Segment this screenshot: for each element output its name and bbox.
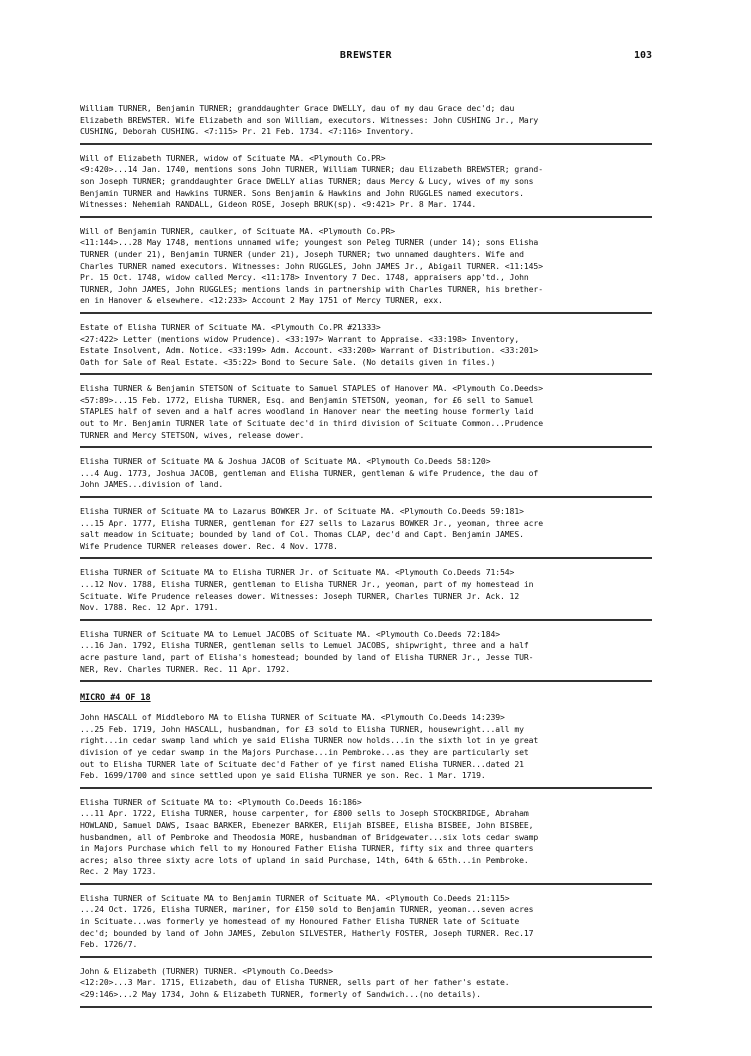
entry-turner-turner-jr-deed: Elisha TURNER of Scituate MA to Elisha TURNER Jr. of Scituate MA. <Plymouth Co.Deeds 71:54> ...12 Nov. 1788, Elisha TURNER, gentleman to Elisha TURNER Jr., yeoman, part of my homestead in Scituate. Wife Prudence releases dower. Witnesses: Joseph TURNER, Charles TURNER Jr. Ack. 12 Nov. 1788. Rec. 12 Apr. 1791. [80, 565, 652, 620]
page-header [80, 50, 652, 66]
entry-john-elizabeth-turner-deeds: John & Elizabeth (TURNER) TURNER. <Plymouth Co.Deeds> <12:20>...3 Mar. 1715, Elizabeth, dau of Elisha TURNER, sells part of her father's estate. <29:146>...2 May 1734, John & Elizabeth TURNER, formerly of Sandwich...(no details). [80, 964, 652, 1008]
running-title: BREWSTER [339, 50, 393, 61]
entry-turner-jacobs-deed: Elisha TURNER of Scituate MA to Lemuel JACOBS of Scituate MA. <Plymouth Co.Deeds 72:184> ...16 Jan. 1792, Elisha TURNER, gentleman sells to Lemuel JACOBS, shipwright, three and a half acre pasture land, part of Elisha's homestead; bounded by land of Elisha TURNER Jr., Jesse TUR- NER, Rev. Charles TURNER. Rec. 11 Apr. 1792. [80, 627, 652, 682]
entry-turner-stockbridge-deed: Elisha TURNER of Scituate MA to: <Plymouth Co.Deeds 16:186> ...11 Apr. 1722, Elisha TURNER, house carpenter, for £800 sells to Joseph STOCKBRIDGE, Abraham HOWLAND, Samuel DAWS, Isaac BARKER, Ebenezer BARKER, Elijah BISBEE, Elisha BISBEE, John BISBEE, husbandmen, all of Pembroke and Theodosia MORE, husbandman of Bridgewater...six lots cedar swamp in Majors Purchase which fell to my Honoured Father Elisha TURNER, fifty six and three quarters acres; also three sixty acre lots of upland in said Purchase, 14th, 64th & 65th...in Pembroke. Rec. 2 May 1723. [80, 795, 652, 885]
entry-elisha-turner-estate: Estate of Elisha TURNER of Scituate MA. <Plymouth Co.PR #21333> <27:422> Letter (mentions widow Prudence). <33:197> Warrant to Appraise. <33:198> Inventory, Estate Insolvent, Adm. Notice. <33:199> Adm. Account. <33:200> Warrant of Distribution. <33:201> Oath for Sale of Real Estate. <35:22> Bond to Secure Sale. (No details given in files.) [80, 320, 652, 375]
entry-william-turner-will: William TURNER, Benjamin TURNER; granddaughter Grace DWELLY, dau of my dau Grace dec'd; dau Elizabeth BREWSTER. Wife Elizabeth and son William, executors. Witnesses: John CUSHING Jr., Mary CUSHING, Deborah CUSHING. <7:115> Pr. 21 Feb. 1734. <7:116> Inventory. [80, 101, 652, 145]
entry-turner-bowker-deed: Elisha TURNER of Scituate MA to Lazarus BOWKER Jr. of Scituate MA. <Plymouth Co.Deeds 59:181> ...15 Apr. 1777, Elisha TURNER, gentleman for £27 sells to Lazarus BOWKER Jr., yeoman, three acre salt meadow in Scituate; bounded by land of Col. Thomas CLAP, dec'd and Capt. Benjamin JAMES. Wife Prudence TURNER releases dower. Rec. 4 Nov. 1778. [80, 504, 652, 559]
entry-benjamin-turner-will: Will of Benjamin TURNER, caulker, of Scituate MA. <Plymouth Co.PR> <11:144>...28 May 1748, mentions unnamed wife; youngest son Peleg TURNER (under 14); sons Elisha TURNER (under 21), Benjamin TURNER (under 21), Joseph TURNER; two unnamed daughters. Wife and Charles TURNER named executors. Witnesses: John RUGGLES, John JAMES Jr., Abigail TURNER. <11:145> Pr. 15 Oct. 1748, widow called Mercy. <11:178> Inventory 7 Dec. 1748, appraisers app'td., John TURNER, John JAMES, John RUGGLES; mentions lands in partnership with Charles TURNER, his brether- en in Hanover & elsewhere. <12:233> Account 2 May 1751 of Mercy TURNER, exx. [80, 224, 652, 314]
entry-turner-stetson-deed: Elisha TURNER & Benjamin STETSON of Scituate to Samuel STAPLES of Hanover MA. <Plymouth Co.Deeds> <57:89>...15 Feb. 1772, Elisha TURNER, Esq. and Benjamin STETSON, yeoman, for £6 sell to Samuel STAPLES half of seven and a half acres woodland in Hanover near the meeting house formerly laid out to Mr. Benjamin TURNER late of Scituate dec'd in third division of Scituate Common...Prudence TURNER and Mercy STETSON, wives, release dower. [80, 381, 652, 448]
entry-turner-benjamin-turner-deed: Elisha TURNER of Scituate MA to Benjamin TURNER of Scituate MA. <Plymouth Co.Deeds 21:115> ...24 Oct. 1726, Elisha TURNER, mariner, for £150 sold to Benjamin TURNER, yeoman...seven acres in Scituate...was formerly ye homestead of my Honoured Father Elisha TURNER late of Scituate dec'd; bounded by land of John JAMES, Zebulon SILVESTER, Hatherly FOSTER, Joseph TURNER. Rec.17 Feb. 1726/7. [80, 891, 652, 958]
page-number: 103 [633, 50, 652, 61]
entry-hascall-turner-deed: John HASCALL of Middleboro MA to Elisha TURNER of Scituate MA. <Plymouth Co.Deeds 14:239> ...25 Feb. 1719, John HASCALL, husbandman, for £3 sold to Elisha TURNER, housewright...all my right...in cedar swamp land which ye said Elisha TURNER now holds...in the sixth lot in ye great division of ye cedar swamp in the Majors Purchase...in Pembroke...as they are particularly set out to Elisha TURNER late of Scituate dec'd Father of ye first named Elisha TURNER...dated 21 Feb. 1699/1700 and since settled upon ye said Elisha TURNER ye son. Rec. 1 Mar. 1719. [80, 710, 652, 789]
micro-section-heading: MICRO #4 OF 18 [80, 692, 151, 703]
entry-turner-jacob-deed: Elisha TURNER of Scituate MA & Joshua JACOB of Scituate MA. <Plymouth Co.Deeds 58:120> ...4 Aug. 1773, Joshua JACOB, gentleman and Elisha TURNER, gentleman & wife Prudence, the dau of John JAMES...division of land. [80, 454, 652, 498]
entries-column [80, 101, 652, 1014]
entry-elizabeth-turner-will: Will of Elizabeth TURNER, widow of Scituate MA. <Plymouth Co.PR> <9:420>...14 Jan. 1740, mentions sons John TURNER, William TURNER; dau Elizabeth BREWSTER; grand- son Joseph TURNER; granddaughter Grace DWELLY alias TURNER; daus Mercy & Lucy, wives of my sons Benjamin TURNER and Hawkins TURNER. Sons Benjamin & Hawkins and John RUGGLES named executors. Witnesses: Nehemiah RANDALL, Gideon ROSE, Joseph BRUK(sp). <9:421> Pr. 8 Mar. 1744. [80, 151, 652, 218]
